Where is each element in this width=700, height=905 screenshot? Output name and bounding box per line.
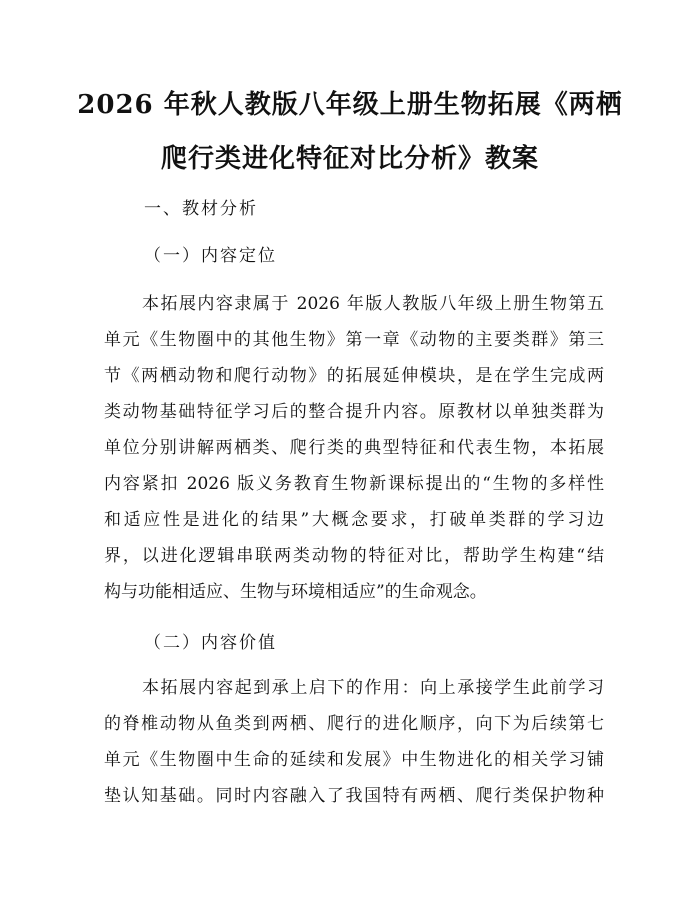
paragraph-line: 单元《生物圈中生命的延续和发展》中生物进化的相关学习铺: [104, 750, 604, 770]
paragraph-line: 节《两栖动物和爬行动物》的拓展延伸模块，是在学生完成两: [104, 366, 604, 386]
paragraph-line: 单元《生物圈中的其他生物》第一章《动物的主要类群》第三: [104, 330, 604, 350]
paragraph-content-positioning: [104, 286, 604, 610]
paragraph-line: 本拓展内容起到承上启下的作用：向上承接学生此前学习: [142, 678, 604, 698]
paragraph-line: 的脊椎动物从鱼类到两栖、爬行的进化顺序，向下为后续第七: [104, 714, 604, 734]
paragraph-line: 本拓展内容隶属于 2026 年版人教版八年级上册生物第五: [142, 294, 604, 314]
paragraph-line: 内容紧扣 2026 版义务教育生物新课标提出的“生物的多样性: [104, 474, 604, 494]
paragraph-line: 类动物基础特征学习后的整合提升内容。原教材以单独类群为: [104, 402, 604, 422]
document-title-line-2: 爬行类进化特征对比分析》教案: [160, 144, 539, 174]
paragraph-line: 界，以进化逻辑串联两类动物的特征对比，帮助学生构建“结: [104, 546, 604, 566]
subsection-heading-content-value: （二）内容价值: [144, 633, 277, 653]
paragraph-line: 和适应性是进化的结果”大概念要求，打破单类群的学习边: [104, 510, 604, 530]
paragraph-content-value: [104, 670, 604, 814]
subsection-heading-content-positioning: （一）内容定位: [144, 246, 277, 266]
document-title-line-1: 2026 年秋人教版八年级上册生物拓展《两栖: [77, 90, 623, 120]
section-heading-textbook-analysis: 一、教材分析: [144, 199, 258, 219]
paragraph-line: 单位分别讲解两栖类、爬行类的典型特征和代表生物，本拓展: [104, 438, 604, 458]
paragraph-line: 构与功能相适应、生物与环境相适应”的生命观念。: [104, 582, 487, 602]
paragraph-line: 垫认知基础。同时内容融入了我国特有两栖、爬行类保护物种: [104, 786, 604, 806]
